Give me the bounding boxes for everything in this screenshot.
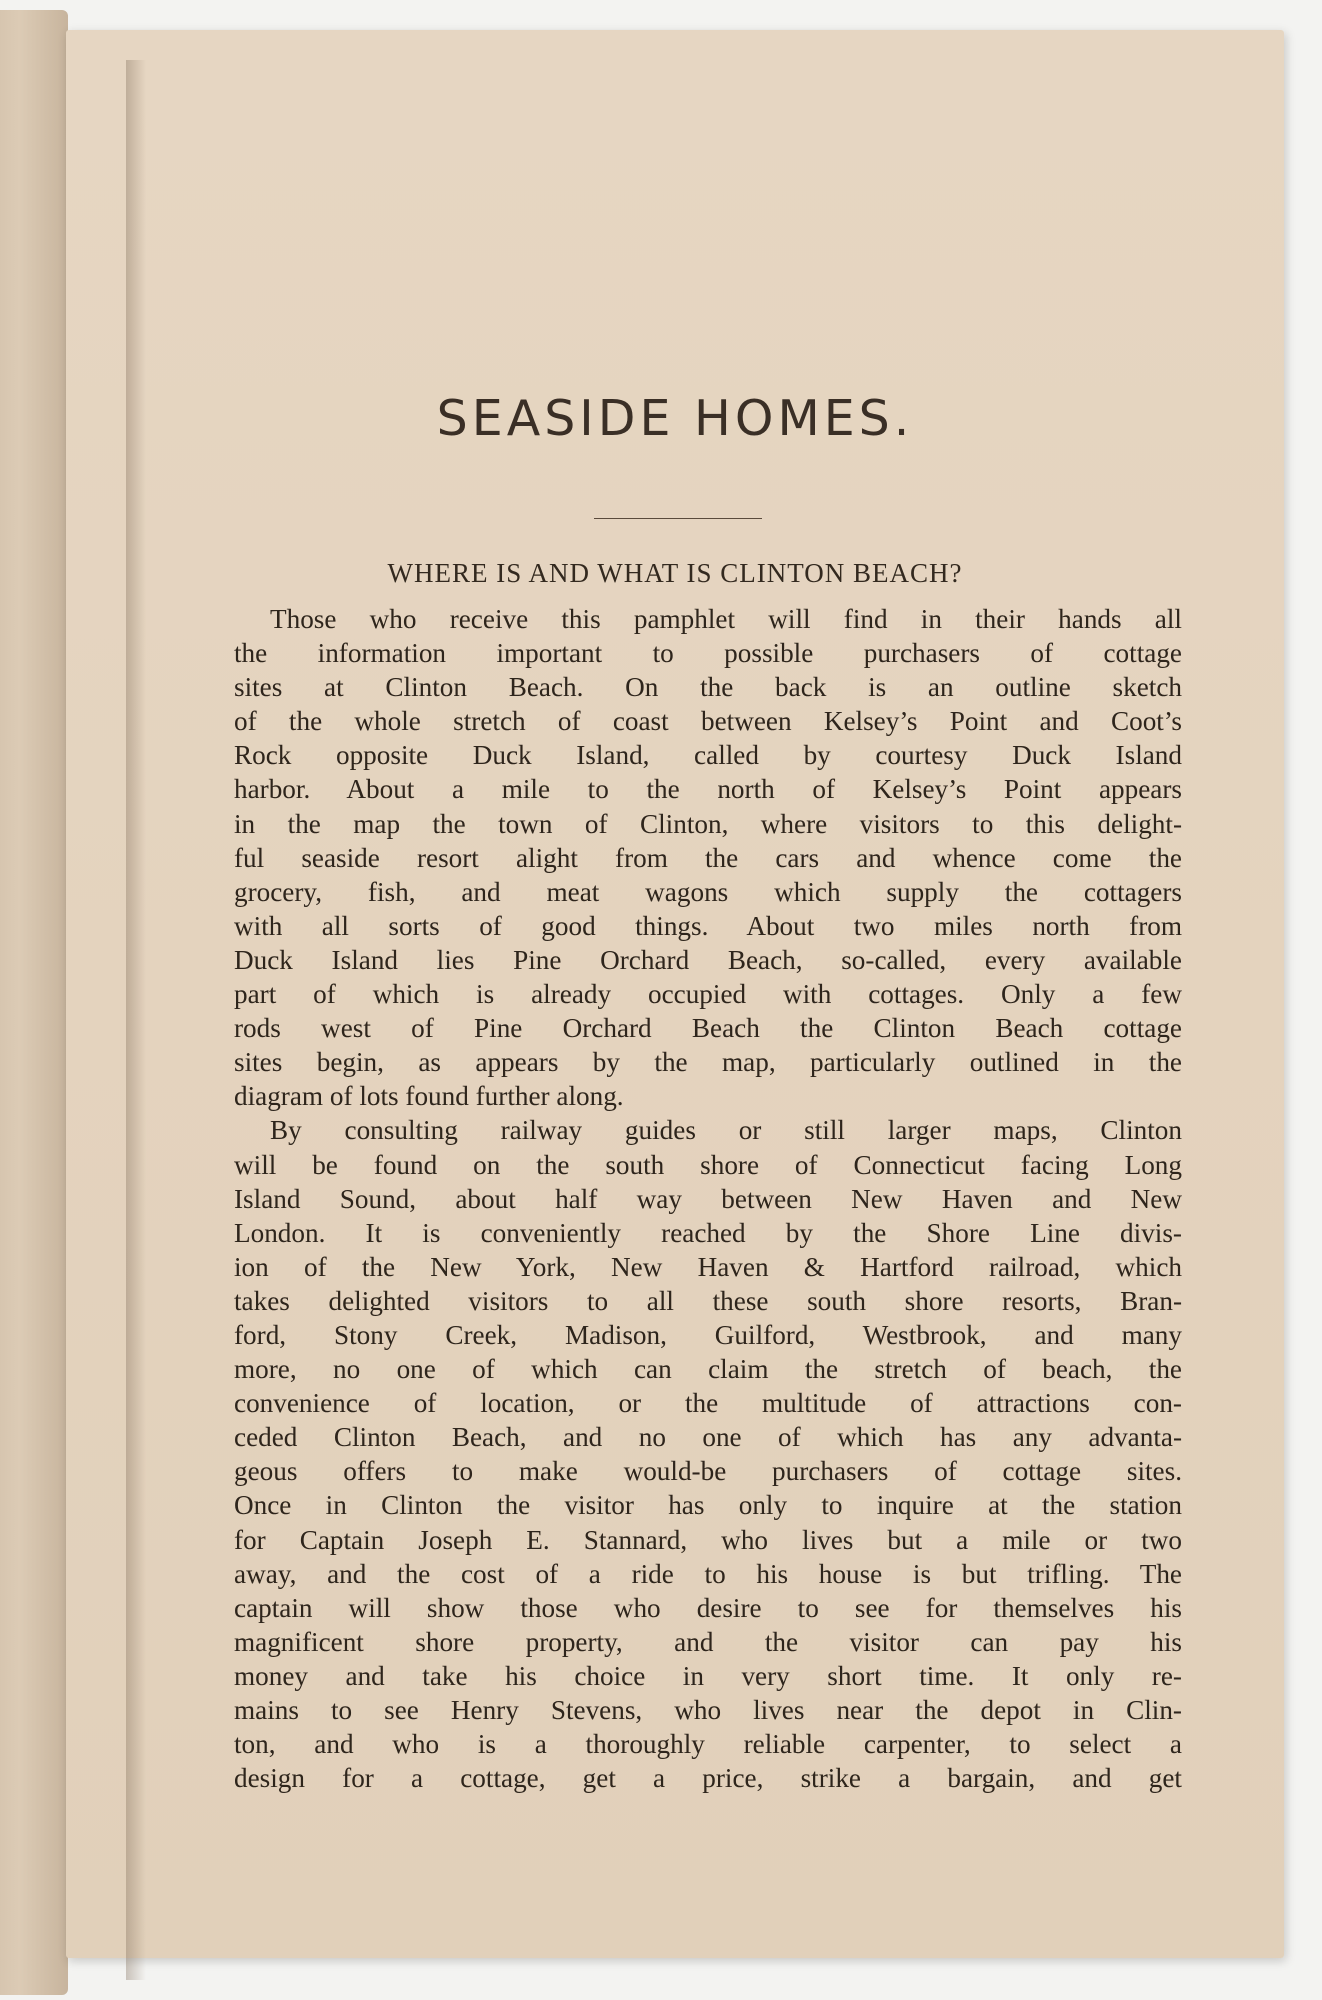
text-line: ion of the New York, New Haven & Hartford railroad, which (234, 1251, 1182, 1282)
section-heading: WHERE IS AND WHAT IS CLINTON BEACH? (387, 558, 963, 588)
text-line: London. It is conveniently reached by the Shore Line divis- (234, 1217, 1182, 1248)
text-line: captain will show those who desire to see for themselves his (234, 1592, 1182, 1623)
text-line: of the whole stretch of coast between Kelsey’s Point and Coot’s (234, 706, 1182, 737)
text-line: design for a cottage, get a price, strike a bargain, and get (234, 1763, 1182, 1794)
text-line: Rock opposite Duck Island, called by courtesy Duck Island (234, 740, 1182, 771)
text-line: mains to see Henry Stevens, who lives near the depot in Clin- (234, 1695, 1182, 1725)
text-line: convenience of location, or the multitude of attractions con- (234, 1388, 1182, 1419)
text-line: for Captain Joseph E. Stannard, who lives but a mile or two (234, 1524, 1182, 1555)
text-line: ful seaside resort alight from the cars and whence come the (234, 842, 1182, 873)
text-line: the information important to possible purchasers of cottage (234, 638, 1182, 669)
text-line: rods west of Pine Orchard Beach the Clinton Beach cottage (234, 1013, 1182, 1044)
text-line: Duck Island lies Pine Orchard Beach, so-called, every available (234, 944, 1182, 975)
text-line: ton, and who is a thoroughly reliable carpenter, to select a (234, 1729, 1182, 1760)
text-line: ford, Stony Creek, Madison, Guilford, Westbrook, and many (234, 1319, 1182, 1350)
paragraph-1 (234, 602, 1182, 1113)
text-line: ceded Clinton Beach, and no one of which has any advanta- (234, 1422, 1182, 1453)
text-line: in the map the town of Clinton, where visitors to this delight- (234, 808, 1182, 839)
text-line: away, and the cost of a ride to his house is but trifling. The (234, 1558, 1182, 1589)
text-line: grocery, fish, and meat wagons which supply the cottagers (234, 876, 1182, 907)
text-line: sites begin, as appears by the map, particularly outlined in the (234, 1047, 1182, 1078)
title-rule (594, 518, 762, 519)
text-line: part of which is already occupied with cottages. Only a few (234, 979, 1182, 1010)
text-line: takes delighted visitors to all these south shore resorts, Bran- (234, 1285, 1182, 1316)
text-line: money and take his choice in very short time. It only re- (234, 1660, 1182, 1691)
text-line: will be found on the south shore of Connecticut facing Long (234, 1149, 1182, 1180)
text-line: magnificent shore property, and the visitor can pay his (234, 1626, 1182, 1657)
text-line: Those who receive this pamphlet will find in their hands all (270, 604, 1182, 634)
paragraph-2 (234, 1113, 1182, 1795)
pamphlet-page (66, 30, 1284, 1958)
text-line: diagram of lots found further along. (234, 1081, 624, 1112)
text-line: Once in Clinton the visitor has only to inquire at the station (234, 1490, 1182, 1521)
text-line: harbor. About a mile to the north of Kelsey’s Point appears (234, 774, 1182, 805)
spine-shadow (126, 60, 146, 1980)
text-line: more, no one of which can claim the stretch of beach, the (234, 1354, 1182, 1385)
text-line: geous offers to make would-be purchasers of cottage sites. (234, 1456, 1182, 1487)
text-line: with all sorts of good things. About two miles north from (234, 910, 1182, 941)
text-line: By consulting railway guides or still larger maps, Clinton (270, 1115, 1182, 1146)
body-text (234, 602, 1182, 1795)
text-line: Island Sound, about half way between New Haven and New (234, 1183, 1182, 1214)
text-line: sites at Clinton Beach. On the back is an outline sketch (234, 672, 1182, 703)
page-title: SEASIDE HOMES. (436, 390, 914, 447)
facing-page-edge (0, 10, 68, 1995)
